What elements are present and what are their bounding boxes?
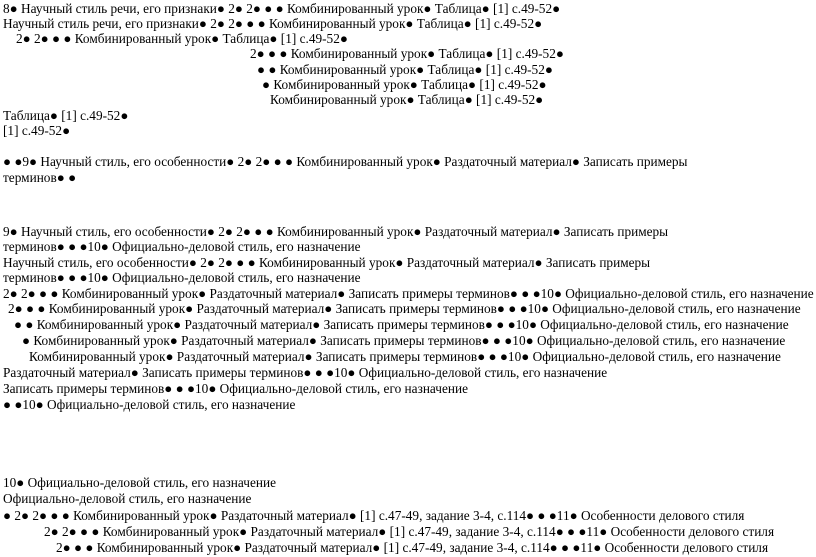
text-line-6: ● Комбинированный урок● Таблица● [1] с.49-52● [262,77,547,92]
text-line-8: Таблица● [1] с.49-52● [3,108,129,123]
text-line-11: терминов● ● [3,170,77,185]
text-line-26: ● 2● 2● ● ● Комбинированный урок● Раздаточный материал● [1] с.47-49, задание 3-4, с.114● ● ●11● Особенности делового стиля [3,508,745,523]
text-line-1: 8● Научный стиль речи, его признаки● 2● 2● ● ● Комбинированный урок● Таблица● [1] с.49-52● [3,1,561,16]
text-line-14: Научный стиль, его особенности● 2● 2● ● ● Комбинированный урок● Раздаточный материал● Записать примеры [3,255,651,270]
text-line-16: 2● 2● ● ● Комбинированный урок● Раздаточный материал● Записать примеры терминов● ● ●10● Официально-деловой стиль, его назначение [3,286,814,301]
text-line-10: ● ●9● Научный стиль, его особенности● 2● 2● ● ● Комбинированный урок● Раздаточный материал● Записать примеры [3,154,688,169]
text-line-18: ● ● Комбинированный урок● Раздаточный материал● Записать примеры терминов● ● ●10● Официально-деловой стиль, его назначение [14,317,789,332]
text-line-7: Комбинированный урок● Таблица● [1] с.49-52● [270,92,544,107]
text-line-20: Комбинированный урок● Раздаточный материал● Записать примеры терминов● ● ●10● Официально-деловой стиль, его назначение [29,349,781,364]
text-line-13: терминов● ● ●10● Официально-деловой стиль, его назначение [3,239,361,254]
text-line-9: [1] с.49-52● [3,123,71,138]
text-line-22: Записать примеры терминов● ● ●10● Официально-деловой стиль, его назначение [3,381,469,396]
text-line-15: терминов● ● ●10● Официально-деловой стиль, его назначение [3,270,361,285]
text-line-28: 2● ● ● Комбинированный урок● Раздаточный материал● [1] с.47-49, задание 3-4, с.114● ● ●11● Особенности делового стиля [56,540,769,555]
text-line-23: ● ●10● Официально-деловой стиль, его назначение [3,397,296,412]
text-line-5: ● ● Комбинированный урок● Таблица● [1] с.49-52● [257,62,553,77]
text-line-19: ● Комбинированный урок● Раздаточный материал● Записать примеры терминов● ● ●10● Официально-деловой стиль, его назначение [22,333,786,348]
text-line-12: 9● Научный стиль, его особенности● 2● 2● ● ● Комбинированный урок● Раздаточный материал● Записать примеры [3,224,669,239]
text-line-24: 10● Официально-деловой стиль, его назначение [3,475,277,490]
text-line-21: Раздаточный материал● Записать примеры терминов● ● ●10● Официально-деловой стиль, его назначение [3,365,608,380]
text-line-17: 2● ● ● Комбинированный урок● Раздаточный материал● Записать примеры терминов● ● ●10● Официально-деловой стиль, его назначение [8,301,801,316]
text-line-4: 2● ● ● Комбинированный урок● Таблица● [1] с.49-52● [250,46,564,61]
text-line-2: Научный стиль речи, его признаки● 2● 2● ● ● Комбинированный урок● Таблица● [1] с.49-52● [3,16,543,31]
text-line-27: 2● 2● ● ● Комбинированный урок● Раздаточный материал● [1] с.47-49, задание 3-4, с.114● ● ●11● Особенности делового стиля [44,524,775,539]
text-line-25: Официально-деловой стиль, его назначение [3,491,252,506]
text-line-3: 2● 2● ● ● Комбинированный урок● Таблица● [1] с.49-52● [16,31,348,46]
